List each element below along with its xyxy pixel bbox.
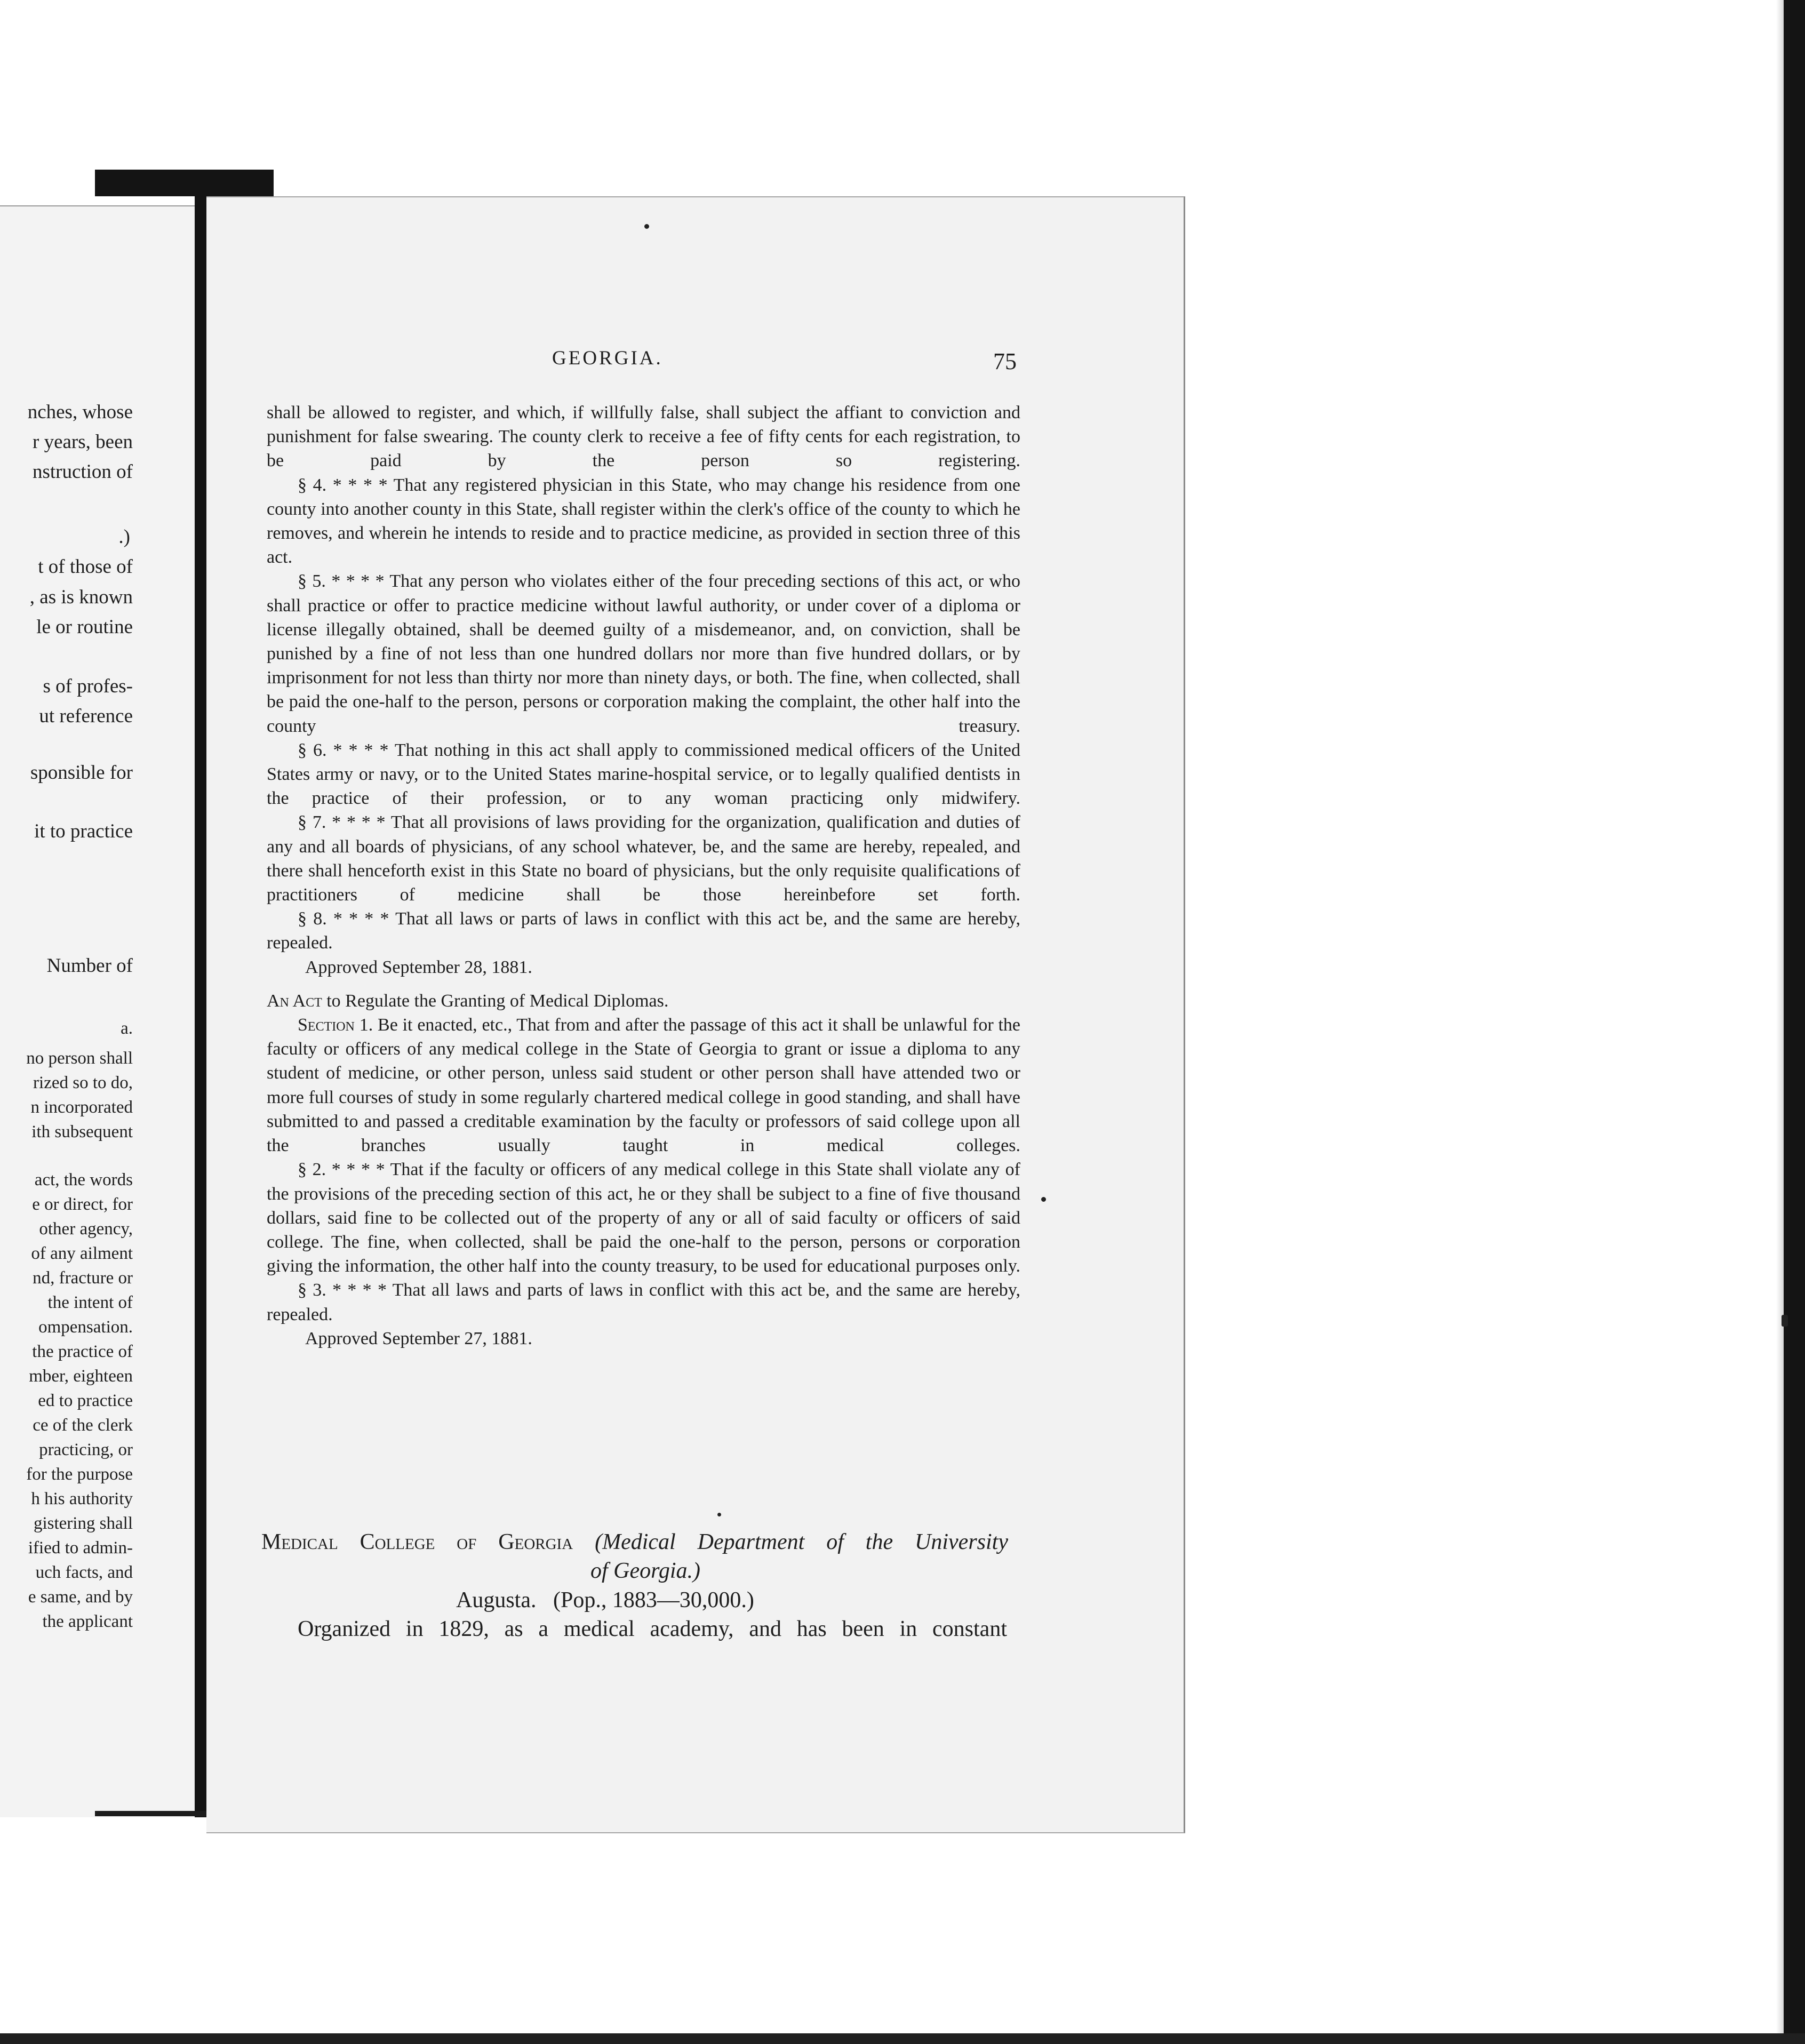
section-1-lead: Section 1. [298, 1015, 373, 1035]
paragraph-section-2: § 2. * * * * That if the faculty or officers of any medical college in this State shall violate any of the provisions of the preceding section of this act, he or they shall be subject to a fine of five thousand dollars, said fine to be collected out of the property of any or all of said faculty or officers of said college. The fine, when collected, shall be paid the one-half to the person, persons or corporation giving the information, the other half into the county treasury, to be used for educational purposes only. [267, 1160, 1020, 1276]
left-page-line: practicing, or [39, 1440, 133, 1459]
scan-edge-bottom [0, 2033, 1805, 2044]
left-page-line: for the purpose [26, 1465, 133, 1484]
scan-edge-right [1784, 0, 1805, 2044]
act-title [267, 989, 1020, 1013]
city-name: Augusta. [456, 1588, 537, 1612]
left-page-line: no person shall [26, 1049, 133, 1068]
college-heading-line1 [261, 1528, 1008, 1556]
left-page-line: ith subsequent [31, 1122, 133, 1141]
paragraph-section-4: § 4. * * * * That any registered physician in this State, who may change his residence from one county into another county in this State, shall register within the clerk's office of the county to which he removes, and wherein he intends to reside and to practice medicine, as provided in section three of this act. [267, 475, 1020, 568]
left-page-line: uch facts, and [35, 1563, 133, 1582]
college-heading-line2 [261, 1556, 1008, 1585]
left-page-line: the intent of [47, 1293, 133, 1312]
book-spine [195, 193, 206, 1817]
act-title-rest: to Regulate the Granting of Medical Diplomas. [326, 991, 669, 1011]
left-page-line: n incorporated [30, 1098, 133, 1117]
left-page-line: act, the words [34, 1170, 133, 1189]
scan-speck [1782, 1315, 1788, 1327]
organized-line: Organized in 1829, as a medical academy, and has been in constant [298, 1617, 1007, 1641]
paragraph-section-7: § 7. * * * * That all provisions of laws providing for the organization, qualification and duties of any and all boards of physicians, of any school whatever, be, and the same are hereby, repealed, and there shall henceforth exist in this State no board of physicians, but the only requisite qualifications of practitioners of medicine shall be those hereinbefore set forth. [267, 812, 1020, 905]
left-page-line: e same, and by [28, 1587, 133, 1607]
left-page-line: ut reference [39, 705, 133, 727]
left-page-line: h his authority [31, 1489, 133, 1508]
approval-date-1: Approved September 28, 1881. [305, 957, 532, 977]
scan-speck [644, 224, 649, 229]
running-head: GEORGIA. [552, 347, 663, 369]
left-page-line: le or routine [36, 616, 133, 638]
left-page-line: .) [118, 526, 130, 548]
paragraph-section-3: § 3. * * * * That all laws and parts of laws in conflict with this act be, and the same are hereby, repealed. [267, 1280, 1020, 1324]
college-subtitle-line2: of Georgia.) [590, 1559, 701, 1583]
city-line [456, 1587, 754, 1613]
page-number: 75 [993, 348, 1017, 374]
left-page-line: nd, fracture or [33, 1268, 133, 1288]
population: (Pop., 1883—30,000.) [553, 1588, 754, 1612]
paragraph-section-1 [267, 1013, 1020, 1157]
scan-speck [1041, 1197, 1046, 1202]
left-page-line: sponsible for [30, 762, 133, 784]
left-page-line: nches, whose [27, 401, 133, 423]
left-page-line: t of those of [38, 556, 133, 578]
left-page-line: the applicant [42, 1612, 133, 1631]
left-page-line: Number of [46, 955, 133, 977]
page-body [267, 401, 1020, 1360]
paragraph-section-8: § 8. * * * * That all laws or parts of laws in conflict with this act be, and the same are hereby, repealed. [267, 909, 1020, 953]
paragraph-section-6: § 6. * * * * That nothing in this act shall apply to commissioned medical officers of the United States army or navy, or to the United States marine-hospital service, or to legally qualified dentists in the practice of their profession, or to any woman practicing only midwifery. [267, 740, 1020, 809]
approval-date-2: Approved September 27, 1881. [305, 1328, 532, 1348]
act-title-lead: An Act [267, 991, 322, 1011]
left-page-line: gistering shall [33, 1514, 133, 1533]
college-name: Medical College of Georgia [261, 1530, 573, 1554]
left-page-line: it to practice [34, 820, 133, 842]
left-page-line: nstruction of [32, 461, 133, 483]
left-page-line: ified to admin- [28, 1538, 133, 1558]
left-page-line: , as is known [29, 586, 133, 608]
left-page-line: rized so to do, [33, 1073, 133, 1092]
left-page-line: mber, eighteen [29, 1367, 133, 1386]
paragraph-continuation: shall be allowed to register, and which, if willfully false, shall subject the affiant to conviction and punishment for false swearing. The county clerk to receive a fee of fifty cents for each registration, to be paid by the person so registering. [267, 403, 1020, 471]
left-page-line: of any ailment [31, 1244, 133, 1263]
left-page-line: the practice of [32, 1342, 133, 1361]
college-heading [261, 1528, 1008, 1585]
left-page-line: e or direct, for [32, 1195, 133, 1214]
left-page-line: r years, been [33, 431, 133, 453]
left-page-line: other agency, [39, 1219, 133, 1239]
scan-speck [717, 1513, 721, 1516]
college-subtitle-line1: (Medical Department of the University [595, 1530, 1008, 1554]
spine-clip-top [95, 170, 274, 196]
scan-shadow-right [1776, 0, 1784, 2044]
left-page-line: ce of the clerk [33, 1416, 133, 1435]
left-page-line: a. [121, 1019, 133, 1038]
left-page-line: ed to practice [38, 1391, 133, 1410]
left-page-line: s of profes- [43, 675, 133, 697]
left-page-line: ompensation. [38, 1318, 133, 1337]
paragraph-section-5: § 5. * * * * That any person who violates either of the four preceding sections of this act, or who shall practice or offer to practice medicine without lawful authority, or under cover of a diploma or license illegally obtained, shall be deemed guilty of a misdemeanor, and, on conviction, shall be punished by a fine of not less than one hundred dollars nor more than five hundred dollars, or by imprisonment for not less than thirty nor more than ninety days, or both. The fine, when collected, shall be paid the one-half to the person, persons or corporation making the complaint, the other half into the county treasury. [267, 571, 1020, 736]
section-1-text: Be it enacted, etc., That from and after the passage of this act it shall be unlawful for the faculty or officers of any medical college in the State of Georgia to grant or issue a diploma to any student of medicine, or other person, unless said student or other person shall have attended two or more full courses of study in some regularly chartered medical college in good standing, and shall have submitted to and passed a creditable examination by the faculty or professors of said college upon all the branches usually taught in medical colleges. [267, 1015, 1020, 1156]
